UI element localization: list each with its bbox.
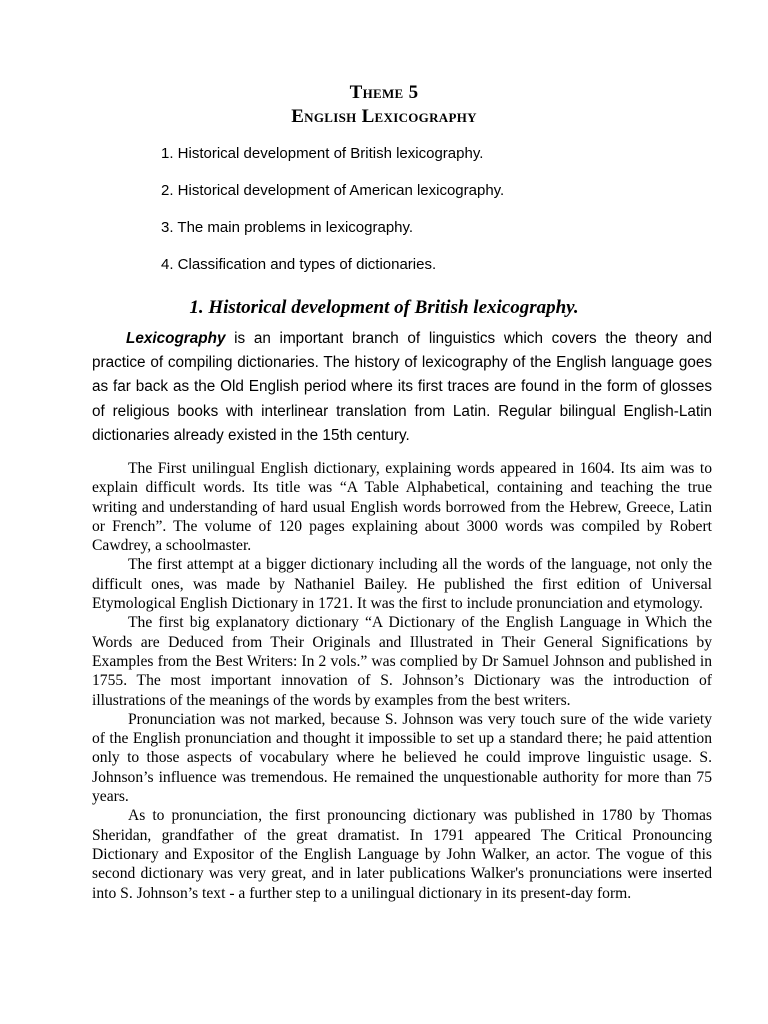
body-paragraph: Pronunciation was not marked, because S. Johnson was very touch sure of the wide variety of the English pronunciation and thought it impossible to set up a standard there; he paid attention only to those aspects of vocabulary where he believed he could improve linguistic usage. S. Johnson’s influence was tremendous. He remained the unquestionable authority for more than 75 years.	[92, 710, 712, 806]
topic-item: 4. Classification and types of dictionaries.	[161, 256, 437, 273]
topic-list	[161, 144, 504, 292]
intro-text: is an important branch of linguistics which covers the theory and practice of compiling dictionaries. The history of lexicography of the English language goes as far back as the Old English period where its first traces are found in the form of glosses of religious books with interlinear translation from Latin. Regular bilingual English-Latin dictionaries already existed in the 15th century.	[92, 330, 712, 444]
topic-item: 3. The main problems in lexicography.	[161, 219, 414, 236]
body-paragraph: The first attempt at a bigger dictionary including all the words of the language, not only the difficult ones, was made by Nathaniel Bailey. He published the first edition of Universal Etymological English Dictionary in 1721. It was the first to include pronunciation and etymology.	[92, 556, 712, 613]
body-paragraph: The first big explanatory dictionary “A Dictionary of the English Language in Which the Words are Deduced from Their Originals and Illustrated in Their General Significations by Examples from the Best Writers: In 2 vols.” was complied by Dr Samuel Johnson and published in 1755. The most important innovation of S. Johnson’s Dictionary was the introduction of illustrations of the meanings of the words by examples from the best writers.	[92, 614, 712, 709]
intro-paragraph	[92, 327, 712, 448]
theme-title-heading: English Lexicography	[291, 106, 477, 127]
body-paragraph: As to pronunciation, the first pronouncing dictionary was published in 1780 by Thomas Sheridan, grandfather of the great dramatist. In 1791 appeared The Critical Pronouncing Dictionary and Expositor of the English Language by John Walker, an actor. The vogue of this second dictionary was very great, and in later publications Walker's pronunciations were inserted into S. Johnson’s text - a further step to a unilingual dictionary in its present-day form.	[92, 807, 712, 902]
theme-number-heading: Theme 5	[349, 82, 419, 103]
body-paragraph: The First unilingual English dictionary, explaining words appeared in 1604. Its aim was to explain difficult words. Its title was “A Table Alphabetical, containing and teaching the true writing and understanding of hard usual English words borrowed from the Hebrew, Greece, Latin or French”. The volume of 120 pages explaining about 3000 words was compiled by Robert Cawdrey, a schoolmaster.	[92, 460, 712, 555]
topic-item: 1. Historical development of British lexicography.	[161, 145, 484, 162]
topic-item: 2. Historical development of American lexicography.	[161, 182, 505, 199]
body-text	[92, 459, 712, 903]
section-heading: 1. Historical development of British lexicography.	[189, 297, 579, 318]
intro-term: Lexicography	[126, 330, 226, 347]
